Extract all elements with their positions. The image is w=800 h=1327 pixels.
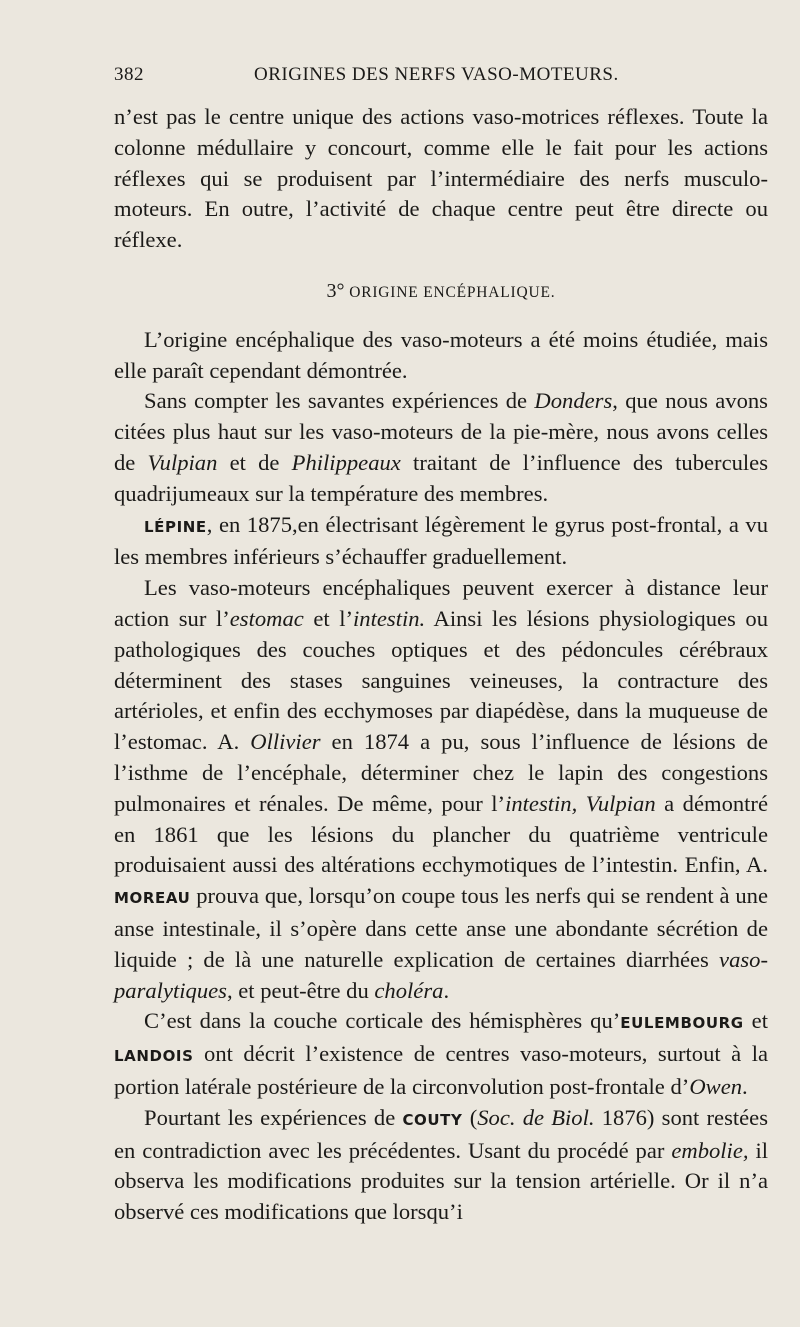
paragraph-7 <box>114 1103 768 1228</box>
emphasis: estomac <box>229 605 304 631</box>
text-run: Les vaso-moteurs encéphaliques peuvent exercer à distance leur action sur l’ <box>114 575 768 631</box>
text-run: et de <box>217 449 292 475</box>
page-header <box>114 64 768 94</box>
emphasis: vaso-paralytiques <box>114 946 768 1003</box>
text-run: , que nous avons citées plus haut sur les vaso-moteurs de la pie-mère, nous avons celles de <box>114 388 768 475</box>
section-number: 3° <box>326 279 345 302</box>
emphasis: choléra <box>374 977 444 1003</box>
author-name: Donders <box>534 388 613 414</box>
paragraph-3 <box>114 386 768 509</box>
author-name: COUTY <box>402 1110 463 1129</box>
text-run: Sans compter les savantes expériences de <box>144 388 535 414</box>
author-name: Owen <box>689 1073 743 1099</box>
author-name: MOREAU <box>114 889 191 908</box>
body-text <box>114 102 768 1228</box>
page-number: 382 <box>114 64 144 85</box>
paragraph-6 <box>114 1006 768 1102</box>
text-run: prouva que, lorsqu’on coupe tous les nerfs qui se rendent à une anse intestinale, il s’opère dans cette anse une abondante sécrétion de liquide ; de là une naturelle explication de certaines diarrhées <box>114 883 768 972</box>
text-run: , en 1875,en électrisant légèrement le gyrus post-frontal, a vu les membres inférieurs s’échauffer graduellement. <box>114 511 768 570</box>
paragraph-1: n’est pas le centre unique des actions vaso-motrices réflexes. Toute la colonne médullaire y concourt, comme elle le fait pour les actions réflexes qui se produisent par l’intermédiaire des nerfs musculo-moteurs. En outre, l’activité de chaque centre peut être directe ou réflexe. <box>114 104 768 253</box>
text-run: Ainsi les lésions physiologiques ou pathologiques des couches optiques et des pédoncules cérébraux déterminent des stases sanguines veineuses, la contracture des artérioles, et enfin des ecchymoses par diapédèse, dans la muqueuse de l’estomac. A. <box>114 605 769 755</box>
section-heading <box>114 276 768 309</box>
text-run: traitant de l’influence des tubercules quadrijumeaux sur la température des membres. <box>114 449 768 506</box>
text-run: . <box>742 1073 748 1099</box>
section-title: ORIGINE ENCÉPHALIQUE. <box>349 283 556 301</box>
author-name: Ollivier <box>250 729 321 755</box>
emphasis: embolie, <box>671 1137 749 1163</box>
paragraph-4 <box>114 510 768 574</box>
text-run: et <box>743 1008 768 1034</box>
author-name: Philippeaux <box>291 449 401 475</box>
paragraph-2: L’origine encéphalique des vaso-moteurs a été moins étudiée, mais elle paraît cependant démontrée. <box>114 326 768 383</box>
text-run: en 1874 a pu, sous l’influence de lésions de l’isthme de l’encéphale, déterminer chez le lapin des congestions pulmonaires et rénales. De même, pour l’ <box>114 729 768 816</box>
text-run: ( <box>462 1104 478 1130</box>
text-run: C’est dans la couche corticale des hémisphères qu’ <box>144 1008 621 1034</box>
text-run: ont décrit l’existence de centres vaso-moteurs, surtout à la portion latérale postérieure de la circonvolution post-frontale d’ <box>114 1041 768 1099</box>
text-run: et l’ <box>303 605 354 631</box>
text-run: . <box>443 977 450 1003</box>
author-name: Vulpian <box>147 449 218 475</box>
running-title: ORIGINES DES NERFS VASO-MOTEURS. <box>254 64 619 85</box>
text-run: a démontré en 1861 que les lésions du plancher du quatrième ventricule produisaient aussi des altérations ecchymotiques de l’intestin. Enfin, A. <box>114 790 768 878</box>
text-run: Pourtant les expériences de <box>144 1104 403 1130</box>
text-run: il observa les modifications produites sur la tension artérielle. Or il n’a observé ces modifications que lorsqu’i <box>114 1137 769 1225</box>
paragraph-5 <box>114 573 768 1006</box>
text-run: , et peut-être du <box>226 977 375 1003</box>
author-name: LÉPINE <box>144 517 207 536</box>
citation: Soc. de Biol. <box>477 1104 595 1130</box>
emphasis: intestin. <box>353 605 426 631</box>
author-name: EULEMBOURG <box>620 1014 744 1033</box>
text-run: 1876) sont restées en contradiction avec les précédentes. Usant du procédé par <box>114 1104 768 1163</box>
emphasis: intestin, Vulpian <box>505 790 656 816</box>
author-name: LANDOIS <box>114 1047 194 1066</box>
